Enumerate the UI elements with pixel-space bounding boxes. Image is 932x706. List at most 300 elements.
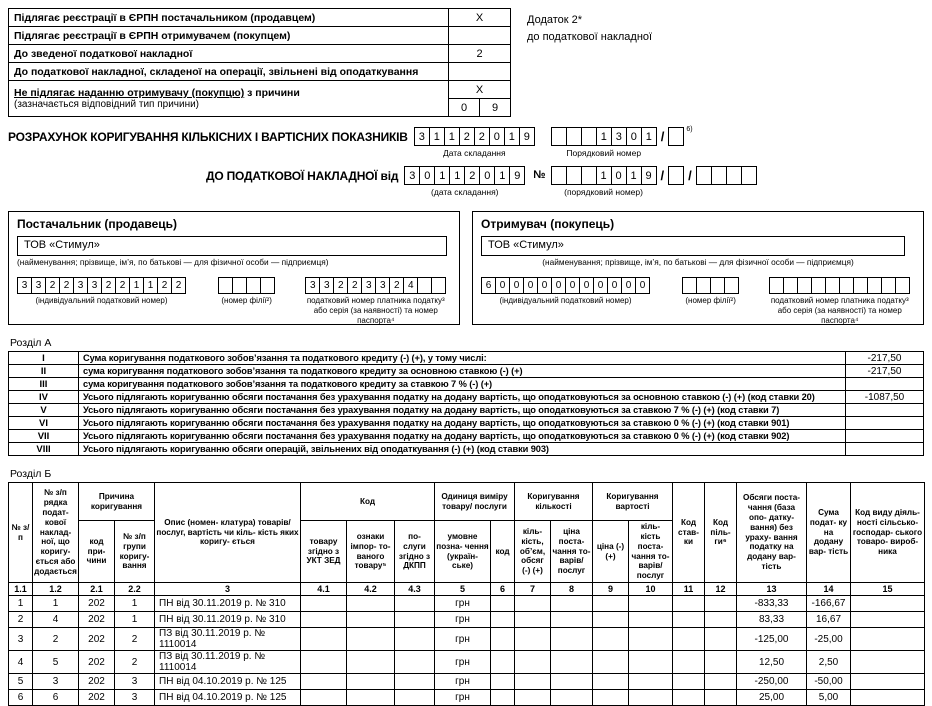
cell bbox=[491, 612, 515, 628]
digit-box[interactable]: 3 bbox=[375, 277, 390, 294]
cell: 5,00 bbox=[807, 690, 851, 706]
digit-box[interactable] bbox=[566, 127, 582, 146]
number-sign: № bbox=[533, 169, 546, 181]
supplier-panel bbox=[8, 211, 460, 325]
digit-box[interactable]: 9 bbox=[641, 166, 657, 185]
to-invoice-row bbox=[206, 166, 924, 197]
digit-box[interactable]: 2 bbox=[45, 277, 60, 294]
cell: грн bbox=[435, 674, 491, 690]
cell bbox=[673, 612, 705, 628]
digit-box[interactable] bbox=[668, 166, 684, 185]
digit-box[interactable] bbox=[218, 277, 233, 294]
digit-box[interactable] bbox=[431, 277, 446, 294]
col-header-supply-volume: Обсяги поста- чання (база опо- датку- вання) без ураху- вання податку на додану вар- тість bbox=[737, 483, 807, 583]
cell bbox=[515, 690, 551, 706]
field-value[interactable] bbox=[449, 27, 511, 45]
cell bbox=[551, 628, 593, 651]
cell: 4 bbox=[9, 651, 33, 674]
column-number: 12 bbox=[705, 583, 737, 596]
digit-box[interactable] bbox=[710, 277, 725, 294]
cell bbox=[593, 612, 629, 628]
digit-box[interactable] bbox=[726, 166, 742, 185]
table-row bbox=[9, 596, 925, 612]
cell bbox=[395, 651, 435, 674]
row-value[interactable] bbox=[846, 378, 924, 391]
digit-box[interactable] bbox=[246, 277, 261, 294]
supplier-name-caption: (найменування; прізвище, ім’я, по батькові — для фізичної особи — підприємця) bbox=[17, 257, 329, 267]
digit-box[interactable]: 3 bbox=[414, 127, 430, 146]
digit-box[interactable]: 2 bbox=[464, 166, 480, 185]
table-row bbox=[9, 430, 924, 443]
digit-box[interactable]: 2 bbox=[389, 277, 404, 294]
group-header-code: Код bbox=[301, 483, 435, 521]
cell: 202 bbox=[79, 628, 115, 651]
digit-box[interactable]: 1 bbox=[143, 277, 158, 294]
digit-box[interactable] bbox=[711, 166, 727, 185]
supplier-taxnum-boxes bbox=[305, 277, 446, 294]
col-header-dkpp: по- слуги згідно з ДКПП bbox=[395, 521, 435, 583]
row-value[interactable] bbox=[846, 430, 924, 443]
digit-box[interactable]: 2 bbox=[347, 277, 362, 294]
digit-box[interactable]: 2 bbox=[101, 277, 116, 294]
digit-box[interactable] bbox=[867, 277, 882, 294]
table-row bbox=[9, 417, 924, 430]
digit-box[interactable]: 2 bbox=[157, 277, 172, 294]
cell: грн bbox=[435, 651, 491, 674]
column-number: 9 bbox=[593, 583, 629, 596]
column-number: 10 bbox=[629, 583, 673, 596]
col-header-invoice-row: № з/п рядка подат- кової наклад- ної, що коригу- ється або додається bbox=[33, 483, 79, 583]
cell: 3 bbox=[115, 674, 155, 690]
composition-date-boxes bbox=[414, 127, 535, 146]
column-number: 6 bbox=[491, 583, 515, 596]
row-description: Усього підлягають коригуванню обсяги постачання без урахування податку на додану вартість, що оподатковуються за основною ставкою (-) (+) (код ставки 20) bbox=[79, 391, 846, 404]
digit-box[interactable]: 2 bbox=[333, 277, 348, 294]
buyer-taxnum-caption: податковий номер платника податку³ або серія (за наявності) та номер паспорта⁴ bbox=[770, 296, 909, 325]
cell bbox=[851, 628, 925, 651]
digit-box[interactable]: 2 bbox=[115, 277, 130, 294]
cell: 202 bbox=[79, 612, 115, 628]
cell bbox=[551, 690, 593, 706]
col-header-vat-amount: Сума подат- ку на додану вар- тість bbox=[807, 483, 851, 583]
col-header-index: № з/п bbox=[9, 483, 33, 583]
slash-separator: / bbox=[660, 168, 665, 183]
party-panels bbox=[8, 211, 924, 325]
cell bbox=[347, 612, 395, 628]
cell bbox=[629, 596, 673, 612]
field-label: Підлягає реєстрації в ЄРПН отримувачем (покупцем) bbox=[9, 27, 449, 45]
serial-number-label: Порядковий номер bbox=[566, 148, 642, 158]
cell bbox=[673, 628, 705, 651]
col-header-price-change: ціна (-) (+) bbox=[593, 521, 629, 583]
column-number: 11 bbox=[673, 583, 705, 596]
digit-box[interactable]: 1 bbox=[429, 127, 445, 146]
cell bbox=[395, 674, 435, 690]
digit-box[interactable] bbox=[551, 127, 567, 146]
cell: 6 bbox=[9, 690, 33, 706]
buyer-taxnum-boxes bbox=[769, 277, 910, 294]
field-value[interactable]: X bbox=[449, 9, 511, 27]
cell bbox=[395, 690, 435, 706]
digit-box[interactable]: 1 bbox=[494, 166, 510, 185]
digit-box[interactable]: 3 bbox=[17, 277, 32, 294]
digit-box[interactable]: 0 bbox=[607, 277, 622, 294]
digit-box[interactable]: 4 bbox=[403, 277, 418, 294]
cell bbox=[551, 651, 593, 674]
reason-value[interactable]: X bbox=[449, 81, 511, 99]
digit-box[interactable] bbox=[741, 166, 757, 185]
serial-number-boxes bbox=[551, 127, 657, 146]
cell bbox=[851, 596, 925, 612]
row-number: IV bbox=[9, 391, 79, 404]
table-row bbox=[9, 81, 511, 99]
digit-box[interactable]: 0 bbox=[537, 277, 552, 294]
digit-box[interactable]: 0 bbox=[621, 277, 636, 294]
cell bbox=[491, 596, 515, 612]
digit-box[interactable]: 3 bbox=[404, 166, 420, 185]
col-header-unit-code: код bbox=[491, 521, 515, 583]
cell bbox=[593, 651, 629, 674]
table-row bbox=[9, 27, 511, 45]
digit-box[interactable] bbox=[783, 277, 798, 294]
cell bbox=[593, 628, 629, 651]
cell: 3 bbox=[33, 674, 79, 690]
supplier-name-field[interactable]: ТОВ «Стимул» bbox=[17, 236, 447, 256]
cell: 202 bbox=[79, 651, 115, 674]
col-header-import-mark: ознаки імпор- то- ваного товару⁵ bbox=[347, 521, 395, 583]
digit-box[interactable]: 0 bbox=[551, 277, 566, 294]
col-header-rate-code: Код став- ки bbox=[673, 483, 705, 583]
cell bbox=[705, 690, 737, 706]
reason-type-digit-1[interactable]: 0 bbox=[449, 99, 480, 117]
cell: 3 bbox=[115, 690, 155, 706]
cell: 1 bbox=[9, 596, 33, 612]
cell: 83,33 bbox=[737, 612, 807, 628]
section-a-body bbox=[9, 352, 924, 456]
digit-box[interactable] bbox=[551, 166, 567, 185]
table-row bbox=[9, 651, 925, 674]
cell: 5 bbox=[9, 674, 33, 690]
cell: -833,33 bbox=[737, 596, 807, 612]
cell bbox=[705, 628, 737, 651]
cell bbox=[851, 651, 925, 674]
cell bbox=[851, 674, 925, 690]
cell: грн bbox=[435, 612, 491, 628]
row-value[interactable] bbox=[846, 443, 924, 456]
supplier-title: Постачальник (продавець) bbox=[17, 217, 178, 231]
digit-box[interactable]: 0 bbox=[509, 277, 524, 294]
registration-table bbox=[8, 8, 511, 117]
digit-box[interactable]: 1 bbox=[434, 166, 450, 185]
buyer-title: Отримувач (покупець) bbox=[481, 217, 615, 231]
invoice-date-boxes bbox=[404, 166, 525, 185]
buyer-ipn-caption: (індивідуальний податковий номер) bbox=[499, 296, 632, 305]
group-header-reason: Причина коригування bbox=[79, 483, 155, 521]
field-label: До податкової накладної, складеної на операції, звільнені від оподаткування bbox=[9, 63, 449, 81]
table-row bbox=[9, 365, 924, 378]
digit-box[interactable]: 2 bbox=[459, 127, 475, 146]
to-invoice-title: ДО ПОДАТКОВОЇ НАКЛАДНОЇ від bbox=[206, 169, 399, 183]
digit-box[interactable]: 0 bbox=[495, 277, 510, 294]
digit-box[interactable]: 1 bbox=[444, 127, 460, 146]
column-number: 1.2 bbox=[33, 583, 79, 596]
col-header-activity-code: Код виду діяль- ності сільсько- господар- ського товаро- вироб- ника bbox=[851, 483, 925, 583]
row-number: III bbox=[9, 378, 79, 391]
cell: 2 bbox=[115, 651, 155, 674]
supplier-taxnum-caption: податковий номер платника податку³ або серія (за наявності) та номер паспорта⁴ bbox=[306, 296, 445, 325]
digit-box[interactable] bbox=[682, 277, 697, 294]
col-header-qty-change: кіль- кість, об’єм, обсяг (-) (+) bbox=[515, 521, 551, 583]
digit-box[interactable]: 3 bbox=[87, 277, 102, 294]
cell bbox=[491, 628, 515, 651]
digit-box[interactable]: 0 bbox=[479, 166, 495, 185]
digit-box[interactable] bbox=[581, 127, 597, 146]
group-header-value-adjustment: Коригування вартості bbox=[593, 483, 673, 521]
table-row bbox=[9, 443, 924, 456]
buyer-branch-boxes bbox=[682, 277, 739, 294]
digit-box[interactable] bbox=[853, 277, 868, 294]
cell bbox=[551, 612, 593, 628]
cell bbox=[347, 651, 395, 674]
cell bbox=[515, 612, 551, 628]
digit-box[interactable]: 0 bbox=[419, 166, 435, 185]
cell: грн bbox=[435, 596, 491, 612]
cell bbox=[629, 651, 673, 674]
digit-box[interactable]: 9 bbox=[519, 127, 535, 146]
digit-box[interactable] bbox=[825, 277, 840, 294]
digit-box[interactable]: 3 bbox=[73, 277, 88, 294]
cell bbox=[851, 690, 925, 706]
group-header-unit: Одиниця виміру товару/ послуги bbox=[435, 483, 515, 521]
cell: 16,67 bbox=[807, 612, 851, 628]
cell bbox=[851, 612, 925, 628]
digit-box[interactable]: 0 bbox=[593, 277, 608, 294]
col-header-benefit-code: Код піль- ги⁶ bbox=[705, 483, 737, 583]
digit-box[interactable] bbox=[581, 166, 597, 185]
digit-box[interactable] bbox=[895, 277, 910, 294]
digit-box[interactable]: 1 bbox=[596, 127, 612, 146]
annex-line-1: Додаток 2* bbox=[527, 14, 583, 26]
table-row bbox=[9, 45, 511, 63]
cell: 4 bbox=[33, 612, 79, 628]
digit-box[interactable] bbox=[696, 277, 711, 294]
digit-box[interactable] bbox=[260, 277, 275, 294]
row-description: Усього підлягають коригуванню обсяги постачання без урахування податку на додану вартість, що оподатковуються за ставкою 7 % (-) (+) (код ставки 7) bbox=[79, 404, 846, 417]
section-a-table bbox=[8, 351, 924, 456]
cell bbox=[629, 690, 673, 706]
cell: ПН від 30.11.2019 р. № 310 bbox=[155, 612, 301, 628]
column-number: 4.2 bbox=[347, 583, 395, 596]
digit-box[interactable] bbox=[232, 277, 247, 294]
digit-box[interactable] bbox=[696, 166, 712, 185]
digit-box[interactable]: 3 bbox=[319, 277, 334, 294]
digit-box[interactable]: 0 bbox=[565, 277, 580, 294]
row-value[interactable]: -217,50 bbox=[846, 365, 924, 378]
cell: 2 bbox=[115, 628, 155, 651]
digit-box[interactable] bbox=[811, 277, 826, 294]
digit-box[interactable]: 1 bbox=[596, 166, 612, 185]
cell: 202 bbox=[79, 674, 115, 690]
cell bbox=[593, 690, 629, 706]
cell: 2 bbox=[9, 612, 33, 628]
digit-box[interactable]: 0 bbox=[611, 166, 627, 185]
section-b-header bbox=[9, 483, 925, 596]
invoice-number-label: (порядковий номер) bbox=[564, 187, 643, 197]
column-number: 2.2 bbox=[115, 583, 155, 596]
cell bbox=[551, 596, 593, 612]
cell: 6 bbox=[33, 690, 79, 706]
cell bbox=[705, 596, 737, 612]
row-number: VIII bbox=[9, 443, 79, 456]
supplier-branch-boxes bbox=[218, 277, 275, 294]
digit-box[interactable]: 1 bbox=[449, 166, 465, 185]
digit-box[interactable]: 2 bbox=[474, 127, 490, 146]
cell bbox=[301, 674, 347, 690]
invoice-date-label: (дата складання) bbox=[431, 187, 499, 197]
reason-field-label bbox=[9, 81, 449, 117]
cell bbox=[301, 628, 347, 651]
table-row bbox=[9, 674, 925, 690]
digit-box[interactable]: 3 bbox=[361, 277, 376, 294]
cell bbox=[301, 596, 347, 612]
column-number: 5 bbox=[435, 583, 491, 596]
cell bbox=[673, 674, 705, 690]
digit-box[interactable]: 0 bbox=[635, 277, 650, 294]
top-area bbox=[8, 8, 924, 117]
cell: грн bbox=[435, 628, 491, 651]
digit-box[interactable]: 1 bbox=[626, 166, 642, 185]
cell bbox=[629, 674, 673, 690]
row-number: VI bbox=[9, 417, 79, 430]
cell bbox=[347, 690, 395, 706]
cell bbox=[395, 596, 435, 612]
cell bbox=[629, 628, 673, 651]
cell bbox=[705, 651, 737, 674]
section-b-table bbox=[8, 482, 925, 706]
invoice-extra-boxes bbox=[696, 166, 757, 185]
cell bbox=[491, 651, 515, 674]
digit-box[interactable]: 1 bbox=[504, 127, 520, 146]
cell: ПЗ від 30.11.2019 р. № 1110014 bbox=[155, 628, 301, 651]
digit-box[interactable]: 3 bbox=[611, 127, 627, 146]
digit-box[interactable] bbox=[839, 277, 854, 294]
cell bbox=[515, 674, 551, 690]
invoice-branch-box bbox=[668, 166, 684, 185]
table-row bbox=[9, 628, 925, 651]
row-description: Усього підлягають коригуванню обсяги постачання без урахування податку на додану вартість, що оподатковуються за ставкою 0 % (-) (+) (код ставки 902) bbox=[79, 430, 846, 443]
column-number: 1.1 bbox=[9, 583, 33, 596]
col-header-ukt-zed: товару згідно з УКТ ЗЕД bbox=[301, 521, 347, 583]
column-number: 2.1 bbox=[79, 583, 115, 596]
digit-box[interactable] bbox=[881, 277, 896, 294]
cell bbox=[301, 690, 347, 706]
section-a-label: Розділ А bbox=[10, 337, 52, 349]
digit-box[interactable]: 9 bbox=[509, 166, 525, 185]
footnote-mark: 6) bbox=[686, 126, 693, 133]
table-row bbox=[9, 391, 924, 404]
buyer-name-field[interactable]: ТОВ «Стимул» bbox=[481, 236, 905, 256]
digit-box[interactable]: 6 bbox=[481, 277, 496, 294]
digit-box[interactable]: 0 bbox=[626, 127, 642, 146]
annex-note bbox=[527, 8, 652, 45]
field-label: До зведеної податкової накладної bbox=[9, 45, 449, 63]
reason-label-underlined: Не підлягає наданню отримувачу (покупцю) bbox=[14, 87, 245, 99]
cell bbox=[347, 674, 395, 690]
field-value[interactable] bbox=[449, 63, 511, 81]
digit-box[interactable]: 1 bbox=[129, 277, 144, 294]
cell: -166,67 bbox=[807, 596, 851, 612]
cell bbox=[395, 628, 435, 651]
digit-box[interactable] bbox=[769, 277, 784, 294]
digit-box[interactable] bbox=[797, 277, 812, 294]
cell: 1 bbox=[115, 612, 155, 628]
field-value[interactable]: 2 bbox=[449, 45, 511, 63]
col-header-unit-symbol: умовне позна- чення (україн- ське) bbox=[435, 521, 491, 583]
digit-box[interactable]: 0 bbox=[489, 127, 505, 146]
digit-box[interactable]: 0 bbox=[579, 277, 594, 294]
table-row bbox=[9, 378, 924, 391]
cell: 3 bbox=[9, 628, 33, 651]
cell: 1 bbox=[33, 596, 79, 612]
table-row bbox=[9, 404, 924, 417]
row-value[interactable]: -1087,50 bbox=[846, 391, 924, 404]
digit-box[interactable]: 2 bbox=[59, 277, 74, 294]
row-description: Усього підлягають коригуванню обсяги постачання без урахування податку на додану вартість, що оподатковуються за ставкою 0 % (-) (+) (код ставки 901) bbox=[79, 417, 846, 430]
row-description: сума коригування податкового зобов’язання та податкового кредиту за ставкою 7 % (-) (+) bbox=[79, 378, 846, 391]
row-value[interactable]: -217,50 bbox=[846, 352, 924, 365]
digit-box[interactable] bbox=[566, 166, 582, 185]
buyer-panel bbox=[472, 211, 924, 325]
invoice-number-boxes bbox=[551, 166, 657, 185]
digit-box[interactable]: 1 bbox=[641, 127, 657, 146]
buyer-name-caption: (найменування; прізвище, ім’я, по батькові — для фізичної особи — підприємця) bbox=[542, 257, 854, 267]
reason-label-note: (зазначається відповідний тип причини) bbox=[14, 99, 200, 110]
cell: 2,50 bbox=[807, 651, 851, 674]
cell bbox=[491, 674, 515, 690]
cell bbox=[347, 596, 395, 612]
digit-box[interactable]: 2 bbox=[171, 277, 186, 294]
reason-label-suffix: з причини bbox=[244, 87, 300, 99]
cell bbox=[593, 596, 629, 612]
cell: -125,00 bbox=[737, 628, 807, 651]
cell: ПН від 04.10.2019 р. № 125 bbox=[155, 690, 301, 706]
cell bbox=[301, 612, 347, 628]
row-value[interactable] bbox=[846, 417, 924, 430]
cell bbox=[629, 612, 673, 628]
cell: 202 bbox=[79, 690, 115, 706]
cell: -250,00 bbox=[737, 674, 807, 690]
cell: 25,00 bbox=[737, 690, 807, 706]
digit-box[interactable] bbox=[668, 127, 684, 146]
digit-box[interactable]: 0 bbox=[523, 277, 538, 294]
table-row bbox=[9, 352, 924, 365]
digit-box[interactable]: 3 bbox=[305, 277, 320, 294]
cell bbox=[705, 612, 737, 628]
digit-box[interactable] bbox=[724, 277, 739, 294]
digit-box[interactable] bbox=[417, 277, 432, 294]
column-number: 7 bbox=[515, 583, 551, 596]
cell: ПЗ від 30.11.2019 р. № 1110014 bbox=[155, 651, 301, 674]
reason-type-digit-2[interactable]: 9 bbox=[480, 99, 511, 117]
digit-box[interactable]: 3 bbox=[31, 277, 46, 294]
cell: -50,00 bbox=[807, 674, 851, 690]
row-value[interactable] bbox=[846, 404, 924, 417]
cell bbox=[395, 612, 435, 628]
col-header-group-number: № з/п групи коригу- вання bbox=[115, 521, 155, 583]
buyer-ipn-boxes bbox=[481, 277, 650, 294]
row-description: Сума коригування податкового зобов’язання та податкового кредиту (-) (+), у тому числі: bbox=[79, 352, 846, 365]
section-b-body bbox=[9, 596, 925, 706]
